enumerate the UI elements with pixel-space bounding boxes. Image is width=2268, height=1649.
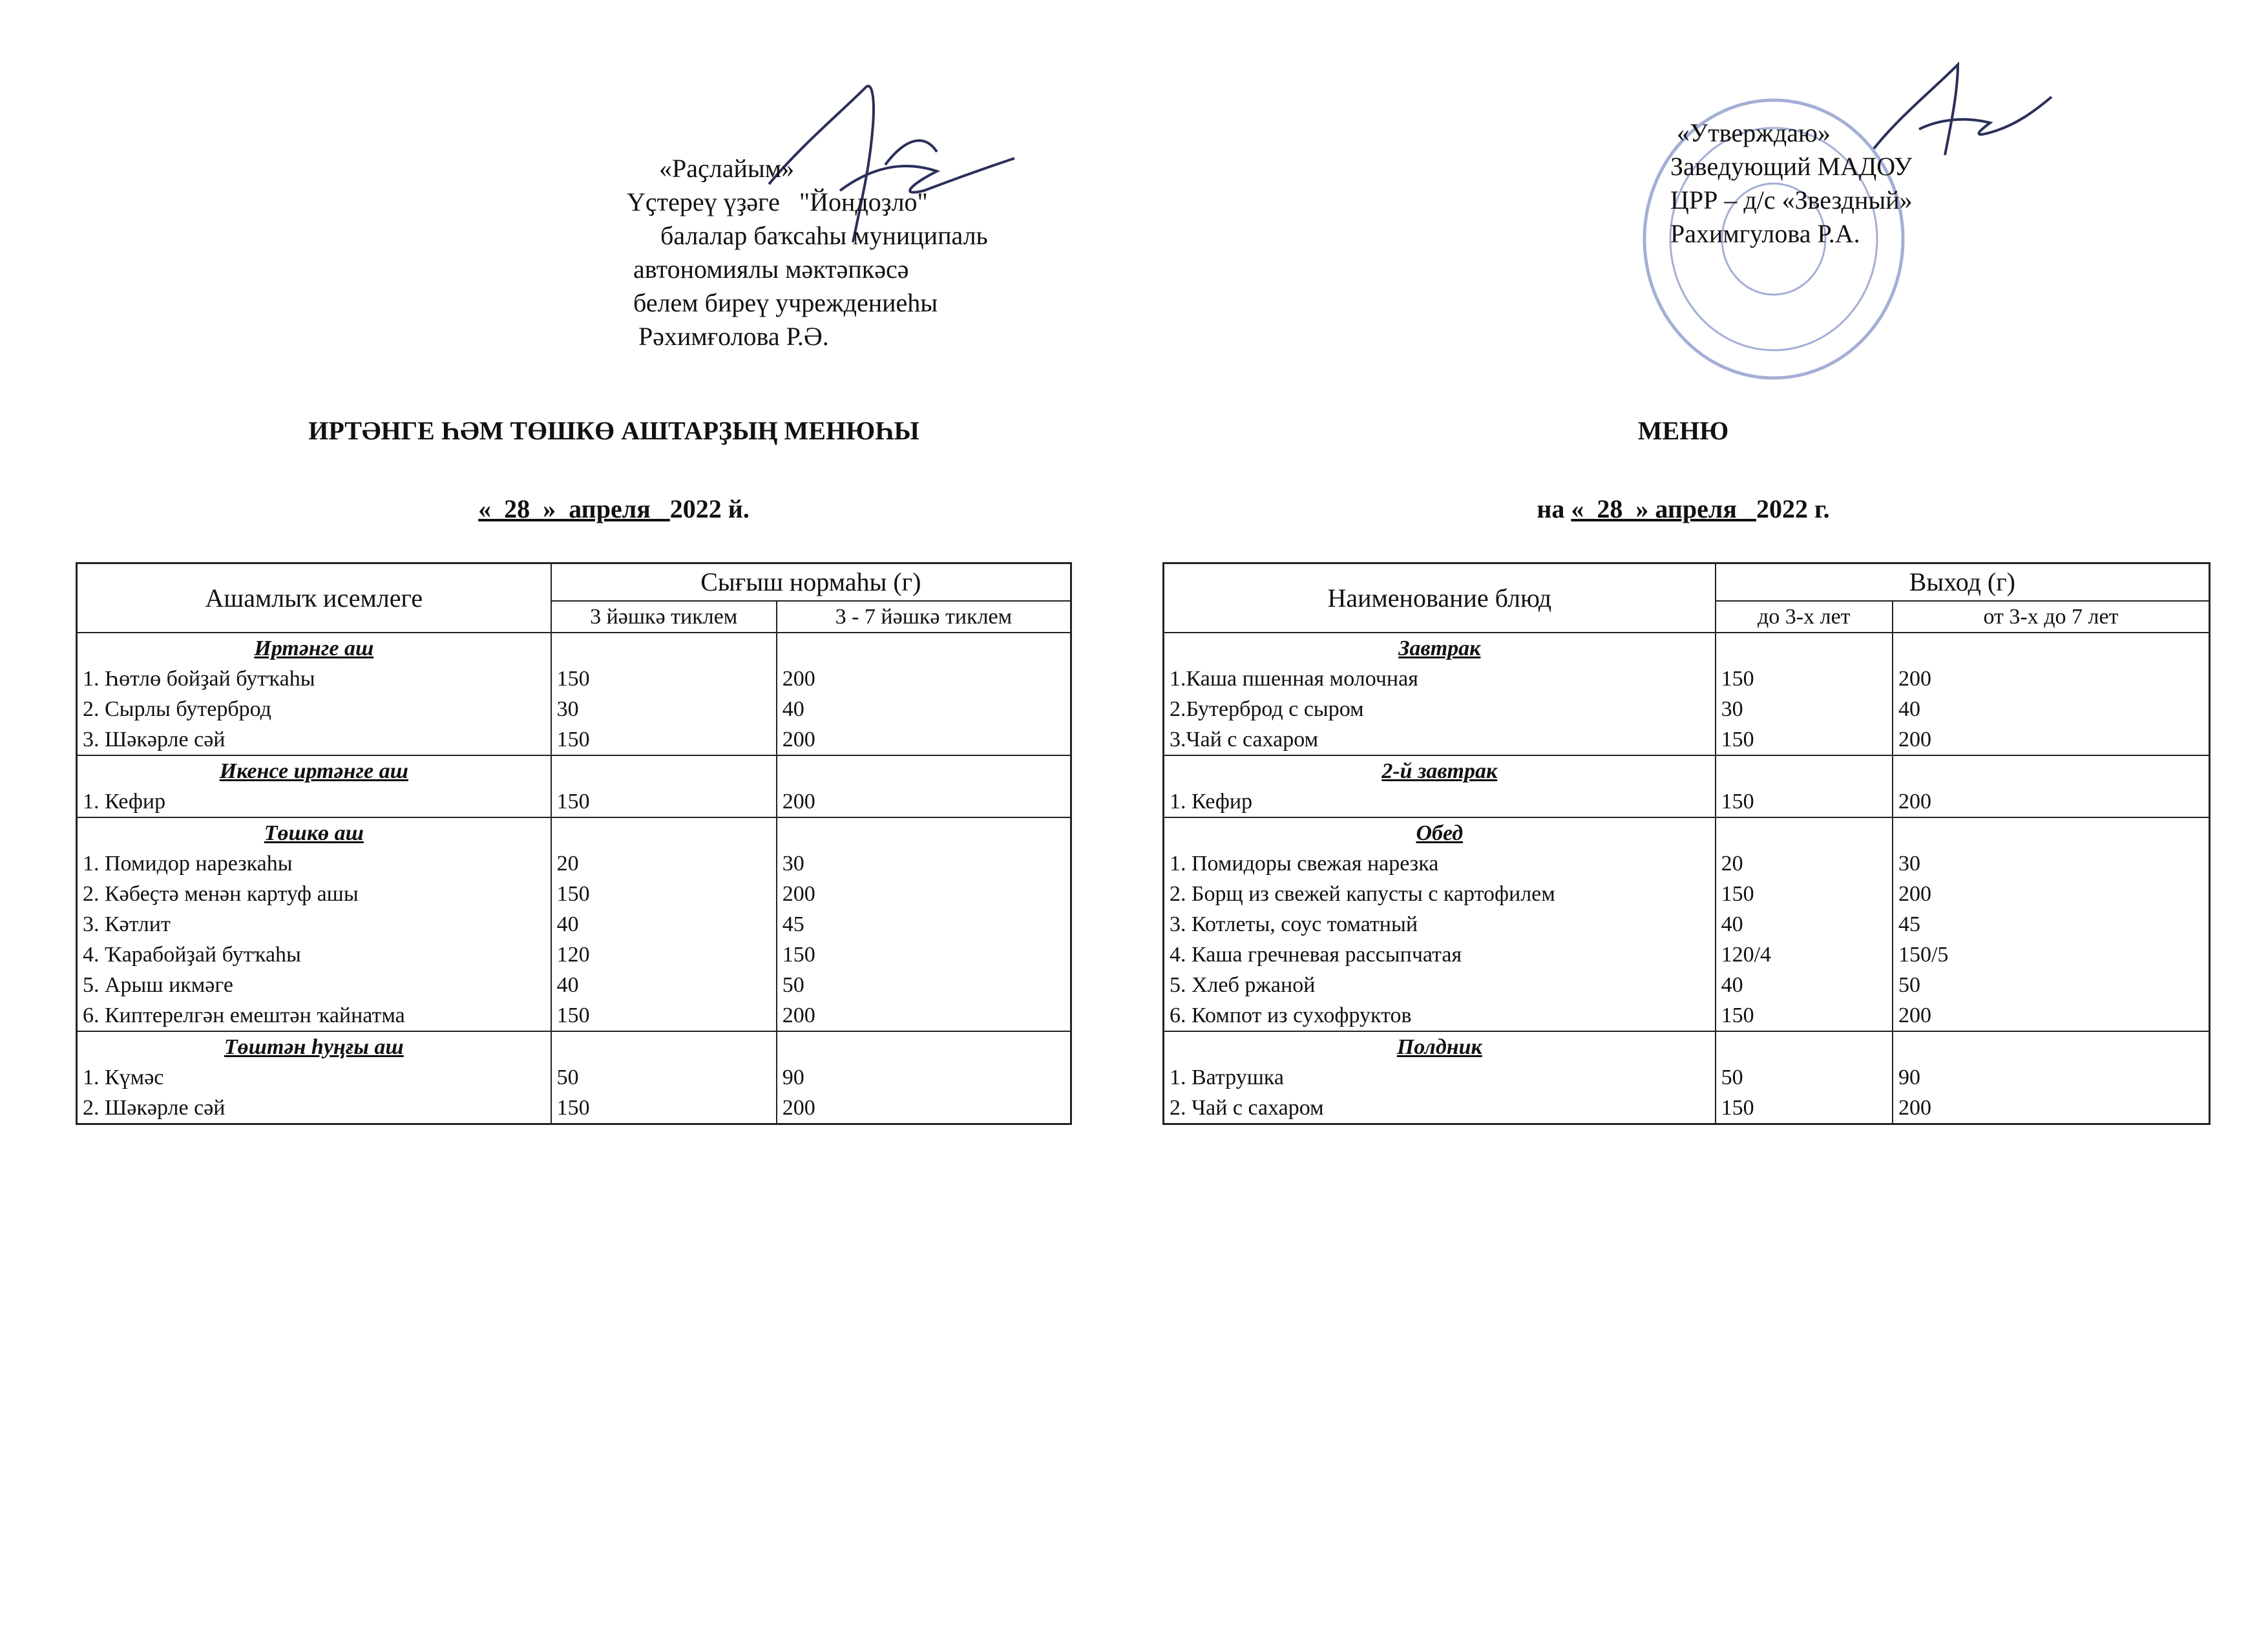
menu-table-left xyxy=(76,562,1072,1125)
portion-value: 90 xyxy=(782,1065,804,1089)
dish-item: 1. Помидор нарезкаһы xyxy=(83,851,293,876)
portion-value: 150 xyxy=(1721,666,1754,691)
portion-value: 20 xyxy=(556,851,579,876)
menu-date-right xyxy=(1163,494,2203,524)
section-title: Төшкө аш xyxy=(264,821,364,845)
portion-value: 200 xyxy=(782,727,815,751)
portion-value: 50 xyxy=(1898,972,1920,997)
col-header-name: Наименование блюд xyxy=(1164,563,1716,633)
dish-item: 1. Күмәс xyxy=(83,1065,164,1089)
portion-value: 40 xyxy=(782,697,804,721)
approval-block-right xyxy=(1670,116,1913,251)
dish-item: 5. Арыш икмәге xyxy=(83,972,233,997)
date-day: « 28 » апреля xyxy=(1571,494,1756,523)
portion-value: 150 xyxy=(556,881,590,906)
section-dishes-cell xyxy=(77,755,551,817)
approval-line: ЦРР – д/с «Звездный» xyxy=(1670,185,1913,215)
menu-table-right xyxy=(1162,562,2210,1125)
approval-line: «Утверждаю» xyxy=(1677,118,1831,147)
portion-cell-a xyxy=(1716,755,1893,817)
portion-value: 150 xyxy=(556,727,590,751)
portion-value: 150 xyxy=(1721,881,1754,906)
menu-section-row xyxy=(1164,755,2210,817)
dish-item: 2. Сырлы бутерброд xyxy=(83,697,271,721)
portion-value: 200 xyxy=(1898,789,1931,814)
portion-value: 150 xyxy=(782,942,815,967)
approval-line: белем биреү учреждениеһы xyxy=(633,288,938,317)
portion-cell-a xyxy=(551,633,777,755)
menu-section-row xyxy=(77,1031,1071,1124)
section-dishes-cell xyxy=(1164,755,1716,817)
portion-value: 200 xyxy=(1898,666,1931,691)
date-prefix: на xyxy=(1537,494,1571,523)
menu-section-row xyxy=(1164,633,2210,755)
portion-cell-b xyxy=(1893,755,2210,817)
dish-item: 4. Ҡарабойҙай бутҡаһы xyxy=(83,942,301,967)
portion-value: 30 xyxy=(556,697,579,721)
section-dishes-cell xyxy=(77,817,551,1031)
col-header-name: Ашамлыҡ исемлеге xyxy=(77,563,551,633)
portion-value: 30 xyxy=(1898,851,1920,876)
col-header-group: Сығыш нормаһы (г) xyxy=(551,563,1071,601)
portion-cell-b xyxy=(777,755,1071,817)
dish-item: 2. Шәкәрле сәй xyxy=(83,1095,226,1120)
section-dishes-cell xyxy=(1164,817,1716,1031)
portion-value: 90 xyxy=(1898,1065,1920,1089)
portion-value: 200 xyxy=(782,1095,815,1120)
portion-value: 40 xyxy=(1721,912,1743,936)
col-header-b: от 3-х до 7 лет xyxy=(1893,601,2210,633)
portion-value: 30 xyxy=(782,851,804,876)
section-title: Полдник xyxy=(1396,1035,1482,1059)
portion-cell-a xyxy=(551,1031,777,1124)
portion-value: 150 xyxy=(556,1003,590,1027)
approval-line: автономиялы мәктәпкәсә xyxy=(633,255,909,284)
dish-item: 2. Чай с сахаром xyxy=(1170,1095,1324,1120)
portion-cell-a xyxy=(1716,633,1893,755)
approval-line: Заведующий МАДОУ xyxy=(1670,152,1913,181)
section-title: 2-й завтрак xyxy=(1381,759,1498,783)
approval-line: Рәхимғолова Р.Ә. xyxy=(638,322,829,351)
portion-cell-b xyxy=(777,1031,1071,1124)
portion-value: 200 xyxy=(1898,1095,1931,1120)
menu-section-row xyxy=(1164,817,2210,1031)
approval-line: Рахимгулова Р.А. xyxy=(1670,219,1860,248)
portion-cell-a xyxy=(1716,817,1893,1031)
menu-section-row xyxy=(77,817,1071,1031)
portion-value: 120/4 xyxy=(1721,942,1772,967)
portion-value: 120 xyxy=(556,942,590,967)
portion-cell-b xyxy=(1893,633,2210,755)
portion-cell-b xyxy=(777,817,1071,1031)
section-title: Төштән һуңғы аш xyxy=(224,1035,404,1059)
section-title: Икенсе иртәнге аш xyxy=(219,759,408,783)
approval-line: балалар баҡсаһы муниципаль xyxy=(660,221,988,250)
menu-section-row xyxy=(77,755,1071,817)
col-header-b: 3 - 7 йәшкә тиклем xyxy=(777,601,1071,633)
dish-item: 3.Чай с сахаром xyxy=(1170,727,1319,751)
dish-item: 1.Каша пшенная молочная xyxy=(1170,666,1418,691)
portion-value: 150 xyxy=(1721,789,1754,814)
page-title-left: ИРТӘНГЕ ҺӘМ ТӨШКӨ АШТАРҘЫҢ МЕНЮҺЫ xyxy=(308,416,919,445)
portion-cell-b xyxy=(1893,1031,2210,1124)
portion-cell-a xyxy=(551,755,777,817)
col-header-group: Выход (г) xyxy=(1716,563,2210,601)
dish-item: 2. Кәбеҫтә менән картуф ашы xyxy=(83,881,359,906)
portion-value: 150 xyxy=(556,1095,590,1120)
date-year: 2022 г. xyxy=(1756,494,1830,523)
section-title: Обед xyxy=(1416,821,1464,845)
approval-block-left xyxy=(627,152,988,353)
menu-section-row xyxy=(1164,1031,2210,1124)
dish-item: 3. Кәтлит xyxy=(83,912,171,936)
portion-value: 30 xyxy=(1721,697,1743,721)
dish-item: 1. Кефир xyxy=(83,789,166,814)
dish-item: 2.Бутерброд с сыром xyxy=(1170,697,1364,721)
dish-item: 1. Ватрушка xyxy=(1170,1065,1284,1089)
portion-value: 150 xyxy=(1721,1003,1754,1027)
section-title: Завтрак xyxy=(1398,636,1481,660)
portion-value: 150 xyxy=(1721,1095,1754,1120)
dish-item: 4. Каша гречневая рассыпчатая xyxy=(1170,942,1462,967)
portion-cell-b xyxy=(777,633,1071,755)
approval-line: «Раҫлайым» xyxy=(659,154,795,183)
section-title: Иртәнге аш xyxy=(254,636,374,660)
dish-item: 5. Хлеб ржаной xyxy=(1170,972,1316,997)
portion-value: 150 xyxy=(556,789,590,814)
menu-section-row xyxy=(77,633,1071,755)
dish-item: 1. Помидоры свежая нарезка xyxy=(1170,851,1439,876)
portion-value: 45 xyxy=(782,912,804,936)
portion-cell-a xyxy=(551,817,777,1031)
portion-value: 150 xyxy=(1721,727,1754,751)
portion-value: 45 xyxy=(1898,912,1920,936)
portion-value: 40 xyxy=(556,972,579,997)
portion-value: 200 xyxy=(782,881,815,906)
dish-item: 3. Котлеты, соус томатный xyxy=(1170,912,1418,936)
dish-item: 2. Борщ из свежей капусты с картофилем xyxy=(1170,881,1555,906)
dish-item: 3. Шәкәрле сәй xyxy=(83,727,226,751)
portion-value: 200 xyxy=(782,666,815,691)
menu-date-left xyxy=(78,494,1150,524)
portion-value: 50 xyxy=(556,1065,579,1089)
portion-value: 200 xyxy=(1898,1003,1931,1027)
date-year: 2022 й. xyxy=(669,494,750,523)
section-dishes-cell xyxy=(1164,633,1716,755)
portion-value: 50 xyxy=(782,972,804,997)
col-header-a: до 3-х лет xyxy=(1716,601,1893,633)
col-header-a: 3 йәшкә тиклем xyxy=(551,601,777,633)
portion-cell-b xyxy=(1893,817,2210,1031)
section-dishes-cell xyxy=(77,1031,551,1124)
portion-value: 200 xyxy=(1898,727,1931,751)
section-dishes-cell xyxy=(77,633,551,755)
portion-value: 20 xyxy=(1721,851,1743,876)
portion-value: 150 xyxy=(556,666,590,691)
portion-value: 200 xyxy=(782,789,815,814)
portion-cell-a xyxy=(1716,1031,1893,1124)
portion-value: 40 xyxy=(1721,972,1743,997)
dish-item: 1. Һөтлө бойҙай бутҡаһы xyxy=(83,666,315,691)
dish-item: 6. Компот из сухофруктов xyxy=(1170,1003,1412,1027)
portion-value: 150/5 xyxy=(1898,942,1949,967)
portion-value: 200 xyxy=(782,1003,815,1027)
page-title-right: МЕНЮ xyxy=(1637,416,1729,445)
portion-value: 50 xyxy=(1721,1065,1743,1089)
dish-item: 1. Кефир xyxy=(1170,789,1253,814)
portion-value: 40 xyxy=(556,912,579,936)
section-dishes-cell xyxy=(1164,1031,1716,1124)
dish-item: 6. Киптерелгән емештән ҡайнатма xyxy=(83,1003,405,1027)
approval-line: Үҫтереү үҙәге "Йондоҙло" xyxy=(627,187,928,216)
date-day: « 28 » апреля xyxy=(478,494,670,523)
portion-value: 40 xyxy=(1898,697,1920,721)
portion-value: 200 xyxy=(1898,881,1931,906)
